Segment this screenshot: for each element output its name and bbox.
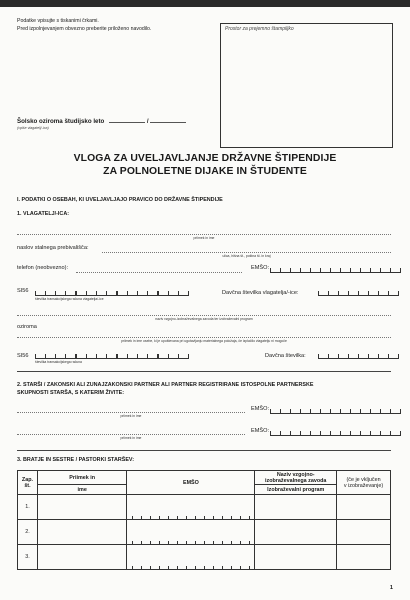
phone-field[interactable] <box>76 272 242 273</box>
address-label: naslov stalnega prebivališča: <box>17 245 89 251</box>
instructions <box>17 17 151 33</box>
sibling-name-cell[interactable] <box>37 495 127 520</box>
applicant-emso-boxes[interactable] <box>270 265 401 273</box>
school-program-caption: naziv vzgojno-izobraževalnega zavoda ter izobraževalni program <box>155 317 253 321</box>
tax-number-label: Davčna številka vlagatelja/-ice: <box>222 290 299 296</box>
section-1-heading: I. PODATKI O OSEBAH, KI UVELJAVLJAJO PRAVICO DO DRŽAVNE ŠTIPENDIJE <box>17 197 223 203</box>
section-2-heading-line-2: SKUPNOSTI STARŠA, S KATERIM ŽIVITE: <box>17 390 125 396</box>
divider-2 <box>17 450 391 451</box>
top-dark-strip <box>0 0 410 7</box>
parent-1-emso-boxes[interactable] <box>270 406 401 414</box>
school-year-slash: / <box>146 118 149 125</box>
col-header-emso: EMŠO <box>127 471 255 495</box>
bank-account-2-caption: številka transakcijskega računa <box>35 360 82 364</box>
applicant-name-field[interactable] <box>17 234 391 235</box>
bank-account-2-boxes-4[interactable] <box>158 351 189 359</box>
other-person-field[interactable] <box>17 337 391 338</box>
phone-label: telefon (neobvezno): <box>17 265 68 271</box>
school-year-row <box>17 118 186 125</box>
sibling-school-cell[interactable] <box>255 495 337 520</box>
bank-account-2-boxes-1[interactable] <box>35 351 76 359</box>
parent-2-emso-boxes[interactable] <box>270 428 401 436</box>
applicant-name-caption: priimek in ime <box>193 236 215 240</box>
siblings-header-row-1 <box>18 471 391 485</box>
bank-account-boxes-2[interactable] <box>76 288 117 296</box>
divider-1 <box>17 371 391 372</box>
page-number: 1 <box>389 585 393 591</box>
sibling-school-cell[interactable] <box>255 520 337 545</box>
address-caption: ulica, hišna št., poštna št. in kraj <box>222 254 271 258</box>
parent-1-name-field[interactable] <box>17 412 245 413</box>
tax-number-boxes[interactable] <box>318 288 399 296</box>
address-field[interactable] <box>102 252 391 253</box>
bank-account-2-boxes-3[interactable] <box>117 351 158 359</box>
school-year-label: Šolsko oziroma študijsko leto <box>17 118 105 125</box>
tax-number-label-2: Davčna številka: <box>265 353 306 359</box>
sibling-name-cell[interactable] <box>37 520 127 545</box>
col-header-school-bottom: Izobraževalni program <box>255 485 337 495</box>
form-title-line-1: VLOGA ZA UVELJAVLJANJE DRŽAVNE ŠTIPENDIJE <box>73 153 337 164</box>
si56-label: SI56 <box>17 288 29 294</box>
other-person-caption: priimek in ime osebe, ki je upoštevana pri ugotavljanju materialnega položaja, če izplačilo vlagatelju ni mogoče <box>121 339 287 343</box>
col-header-school-top: Naziv vzgojno- izobraževalnega zavoda <box>255 471 337 485</box>
stamp-box-label: Prostor za prejemno štampiljko <box>225 26 294 32</box>
sibling-name-cell[interactable] <box>37 545 127 570</box>
bank-account-boxes-1[interactable] <box>35 288 76 296</box>
parent-1-name-caption: priimek in ime <box>120 414 142 418</box>
section-3-heading: 3. BRATJE IN SESTRE / PASTORKI STARŠEV: <box>17 457 135 463</box>
table-row <box>18 520 391 545</box>
col-header-name-bottom: ime <box>37 485 127 495</box>
school-year-hint: (vpiše vlagatelj/-ica) <box>17 126 49 130</box>
sibling-emso-cell[interactable] <box>127 545 255 570</box>
parent-2-emso-label: EMŠO: <box>251 428 270 434</box>
section-2-heading-line-1: 2. STARŠI / ZAKONSKI ALI ZUNAJZAKONSKI PARTNER ALI PARTNER REGISTRIRANE ISTOSPOLNE PARTNERSKE <box>17 382 314 388</box>
parent-2-name-field[interactable] <box>17 434 245 435</box>
bank-account-boxes-3[interactable] <box>117 288 158 296</box>
sibling-included-cell[interactable] <box>337 520 391 545</box>
table-row <box>18 495 391 520</box>
stamp-box <box>220 23 393 148</box>
school-program-field[interactable] <box>17 315 391 316</box>
table-row <box>18 545 391 570</box>
row-number: 2. <box>18 520 38 545</box>
applicant-emso-label: EMŠO: <box>251 265 270 271</box>
form-page <box>0 7 410 600</box>
parent-2-name-caption: priimek in ime <box>120 436 142 440</box>
sibling-emso-cell[interactable] <box>127 520 255 545</box>
sibling-included-cell[interactable] <box>337 495 391 520</box>
bank-account-caption: številka transakcijskega računa vlagatelja/-ice <box>35 297 104 301</box>
instruction-line-2: Pred izpolnjevanjem obvezno preberite priloženo navodilo. <box>17 26 152 32</box>
school-year-to-field[interactable] <box>150 122 186 123</box>
si56-label-2: SI56 <box>17 353 29 359</box>
bank-account-boxes-4[interactable] <box>158 288 189 296</box>
bank-account-2-boxes-2[interactable] <box>76 351 117 359</box>
row-number: 3. <box>18 545 38 570</box>
col-header-number: Zap. št. <box>18 471 38 495</box>
instruction-line-1: Podatke vpisujte s tiskanimi črkami. <box>17 18 99 24</box>
applicant-heading: 1. VLAGATELJ/-ICA: <box>17 211 70 217</box>
row-number: 1. <box>18 495 38 520</box>
tax-number-2-boxes[interactable] <box>318 351 399 359</box>
sibling-school-cell[interactable] <box>255 545 337 570</box>
form-title-line-2: ZA POLNOLETNE DIJAKE IN ŠTUDENTE <box>103 166 307 177</box>
school-year-from-field[interactable] <box>109 122 145 123</box>
or-label: oziroma <box>17 324 37 330</box>
sibling-included-cell[interactable] <box>337 545 391 570</box>
col-header-name-top: Priimek in <box>37 471 127 485</box>
siblings-table <box>17 470 391 570</box>
sibling-emso-cell[interactable] <box>127 495 255 520</box>
parent-1-emso-label: EMŠO: <box>251 406 270 412</box>
col-header-included: (če je vključen v izobraževanje) <box>337 471 391 495</box>
